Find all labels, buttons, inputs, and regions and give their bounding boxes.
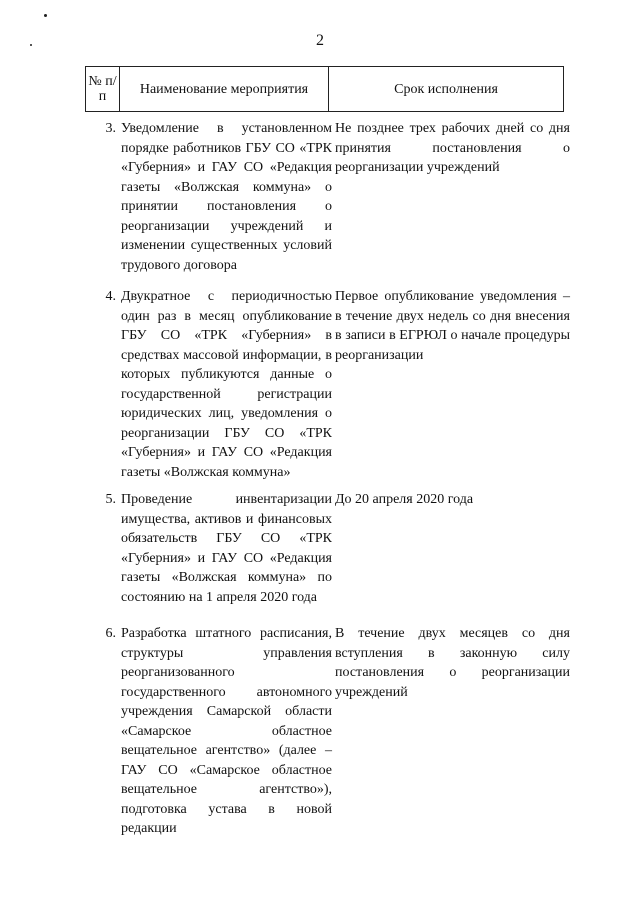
row-deadline: Первое опубликование уведомления – в течение двух недель со дня внесения в записи в ЕГРЮЛ о начале процедуры реорганизации xyxy=(335,289,570,363)
column-header-term: Срок исполнения xyxy=(394,81,498,97)
row-deadline: До 20 апреля 2020 года xyxy=(335,492,474,507)
row-deadline: Не позднее трех рабочих дней со дня принятия постановления о реорганизации учреждений xyxy=(335,121,570,175)
row-number: 6. xyxy=(105,626,116,641)
page-number: 2 xyxy=(316,32,324,49)
row-activity: Двукратное с периодичностью один раз в месяц опубликование ГБУ СО «ТРК «Губерния» в средствах массовой информации, в которых публикуются данные о государственной регистрации юридических лиц, уведомления о реорганизации ГБУ СО «ТРК «Губерния» и ГАУ СО «Редакция газеты «Волжская коммуна» xyxy=(121,289,332,480)
row-activity: Разработка штатного расписания, структуры управления реорганизованного государственного автономного учреждения Самарской области «Самарское областное вещательное агентство» (далее – ГАУ СО «Самарское областное вещательное агентство»), подготовка устава в новой редакции xyxy=(121,626,332,836)
table-header xyxy=(85,66,564,112)
row-number: 3. xyxy=(105,121,116,136)
scan-speck xyxy=(44,14,47,17)
row-activity: Проведение инвентаризации имущества, активов и финансовых обязательств ГБУ СО «ТРК «Губерния» и ГАУ СО «Редакция газеты «Волжская коммуна» по состоянию на 1 апреля 2020 года xyxy=(121,492,332,605)
row-activity: Уведомление в установленном порядке работников ГБУ СО «ТРК «Губерния» и ГАУ СО «Редакция газеты «Волжская коммуна» о принятии постановления о реорганизации учреждений и изменении существенных условий трудового договора xyxy=(121,121,332,273)
column-header-name: Наименование мероприятия xyxy=(120,67,329,111)
row-number: 4. xyxy=(105,289,116,304)
row-number: 5. xyxy=(105,492,116,507)
row-deadline: В течение двух месяцев со дня вступления в законную силу постановления о реорганизации учреждений xyxy=(335,626,570,700)
column-header-number: № п/п xyxy=(86,67,120,111)
